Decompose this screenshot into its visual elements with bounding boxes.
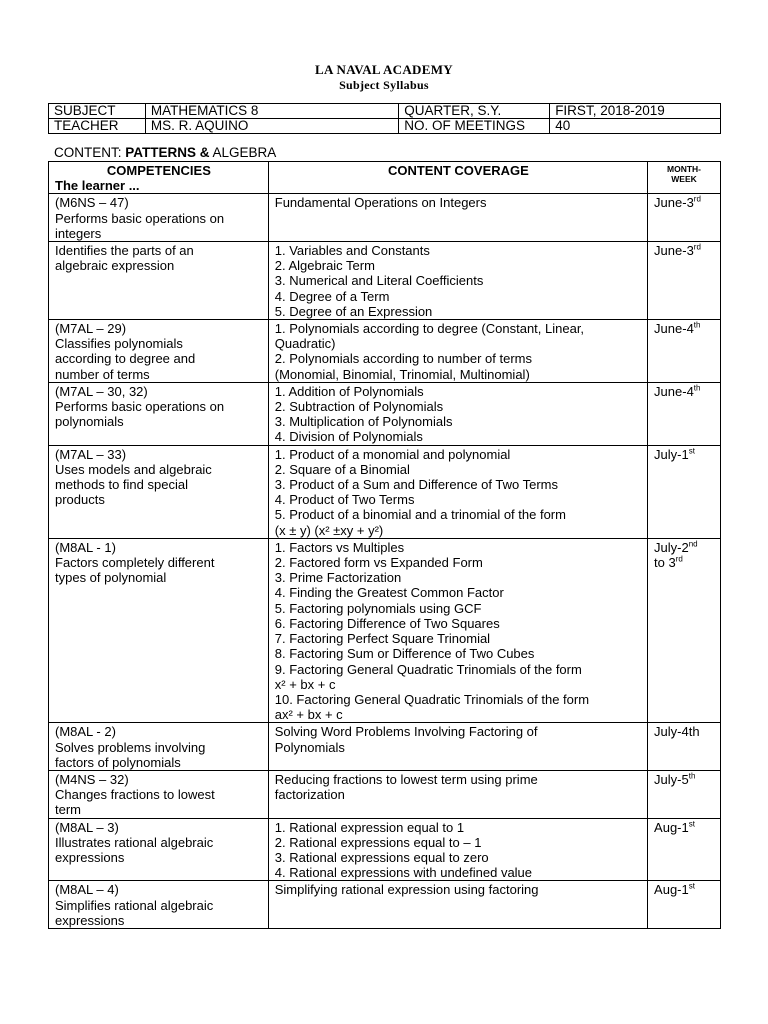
coverage-line: (Monomial, Binomial, Trinomial, Multinomial) [274,366,530,382]
month-week-value-cont [654,555,715,570]
coverage-line: 4. Rational expressions with undefined value [274,865,533,881]
month-week-text: Aug-1 [654,882,689,898]
subject-value: MATHEMATICS 8 [145,104,398,119]
month-week-cell [648,194,721,242]
coverage-line: 4. Product of Two Terms [274,492,415,508]
info-row-teacher [49,119,721,134]
coverage-line: 6. Factoring Difference of Two Squares [274,615,500,631]
competency-line: expressions [55,912,125,928]
table-row [49,818,721,881]
learner-label: The learner ... [55,178,140,194]
coverage-line: 5. Degree of an Expression [274,303,433,319]
competency-line: term [55,802,81,818]
coverage-line: ax² + bx + c [274,707,343,723]
competency-line: according to degree and [55,351,196,367]
month-week-text: June-3 [654,195,694,211]
competency-line: expressions [55,849,125,865]
competency-line: (M8AL – 3) [55,819,119,835]
month-week-value [654,447,715,462]
table-row [49,538,721,722]
competency-line: methods to find special [55,477,188,493]
ordinal-suffix: th [693,383,701,393]
meetings-label: NO. OF MEETINGS [399,119,550,134]
coverage-line: 2. Factored form vs Expanded Form [274,555,483,571]
competency-cell [49,770,269,818]
coverage-cell [268,445,647,538]
coverage-header: CONTENT COVERAGE [268,162,647,194]
competency-line: Identifies the parts of an [55,243,194,259]
table-row [49,382,721,445]
coverage-cell [268,723,647,771]
month-week-cell [648,242,721,320]
competency-line: Illustrates rational algebraic [55,834,214,850]
competency-line: integers [55,225,102,241]
month-week-value [654,384,715,399]
content-label: CONTENT: [54,145,122,160]
competency-line: number of terms [55,366,150,382]
competency-line: polynomials [55,414,124,430]
month-week-cell [648,320,721,383]
competency-cell [49,723,269,771]
competency-cell [49,194,269,242]
month-week-cell [648,770,721,818]
competency-cell [49,818,269,881]
competency-cell [49,881,269,929]
ordinal-suffix: st [688,882,695,892]
month-week-header: MONTH- WEEK [648,162,721,194]
competency-line: (M7AL – 33) [55,446,127,462]
coverage-line: Reducing fractions to lowest term using prime [274,771,538,787]
coverage-line: 1. Product of a monomial and polynomial [274,446,511,462]
competency-line: (M6NS – 47) [55,195,129,211]
coverage-line: factorization [274,787,345,803]
table-row [49,770,721,818]
competency-line: types of polynomial [55,570,167,586]
month-week-text: July-4th [654,724,700,740]
table-row [49,194,721,242]
competency-line: factors of polynomials [55,754,181,770]
competency-cell [49,242,269,320]
ordinal-suffix: st [688,819,695,829]
table-row [49,445,721,538]
content-heading [54,145,276,160]
month-week-cell [648,445,721,538]
coverage-line: 5. Product of a binomial and a trinomial of the form [274,507,566,523]
quarter-value: FIRST, 2018-2019 [550,104,721,119]
coverage-cell [268,320,647,383]
month-week-text: Aug-1 [654,819,689,835]
coverage-cell [268,194,647,242]
teacher-label: TEACHER [49,119,146,134]
document-subtitle: Subject Syllabus [339,78,429,92]
competency-line: (M7AL – 29) [55,321,127,337]
competency-cell [49,445,269,538]
coverage-line: 3. Rational expressions equal to zero [274,849,489,865]
competency-line: Changes fractions to lowest [55,787,215,803]
table-row [49,320,721,383]
ordinal-suffix: st [688,446,695,456]
coverage-line: 10. Factoring General Quadratic Trinomials of the form [274,691,590,707]
coverage-line: 1. Factors vs Multiples [274,539,405,555]
month-week-cell [648,818,721,881]
competency-line: Simplifies rational algebraic [55,897,214,913]
coverage-cell [268,818,647,881]
coverage-line: 4. Degree of a Term [274,288,390,304]
ordinal-suffix: rd [675,554,683,564]
coverage-line: 2. Polynomials according to number of terms [274,351,532,367]
coverage-line: Simplifying rational expression using factoring [274,882,539,898]
month-week-value [654,195,715,210]
subject-info-table [48,103,721,134]
month-week-text: June-3 [654,243,694,259]
subject-label: SUBJECT [49,104,146,119]
coverage-line: 3. Numerical and Literal Coefficients [274,273,484,289]
ordinal-suffix: th [688,771,696,781]
school-name: LA NAVAL ACADEMY [315,62,453,77]
month-week-text: July-5 [654,771,689,787]
ordinal-suffix: nd [688,539,698,549]
coverage-line: 3. Multiplication of Polynomials [274,414,453,430]
month-week-cell [648,723,721,771]
month-week-text: June-4 [654,321,694,337]
month-week-text: July-2 [654,539,689,555]
coverage-line: (x ± y) (x² ±xy + y²) [274,522,384,538]
coverage-line: 2. Rational expressions equal to – 1 [274,834,482,850]
coverage-line: 2. Algebraic Term [274,258,375,274]
month-week-value [654,882,715,897]
table-row [49,881,721,929]
competency-line: (M8AL - 1) [55,539,116,555]
coverage-line: 2. Square of a Binomial [274,461,410,477]
competency-line: (M4NS – 32) [55,771,129,787]
coverage-line: 5. Factoring polynomials using GCF [274,600,482,616]
competency-line: Classifies polynomials [55,336,183,352]
competency-line: (M8AL – 4) [55,882,119,898]
document-header [0,62,768,92]
competency-cell [49,538,269,722]
coverage-line: Fundamental Operations on Integers [274,195,487,211]
coverage-line: 4. Finding the Greatest Common Factor [274,585,504,601]
coverage-cell [268,770,647,818]
coverage-cell [268,382,647,445]
coverage-line: 1. Rational expression equal to 1 [274,819,465,835]
syllabus-header-row [49,162,721,194]
coverage-cell [268,538,647,722]
ordinal-suffix: rd [693,195,701,205]
competency-line: products [55,492,105,508]
competency-line: (M7AL – 30, 32) [55,383,148,399]
quarter-label: QUARTER, S.Y. [399,104,550,119]
ordinal-suffix: rd [693,242,701,252]
competencies-header: COMPETENCIES The learner ... [49,162,269,194]
month-week-value [654,724,715,739]
competency-line: algebraic expression [55,258,175,274]
table-row [49,242,721,320]
month-week-value [654,772,715,787]
competency-line: Factors completely different [55,555,215,571]
month-week-cell [648,382,721,445]
competency-line: Solves problems involving [55,739,206,755]
info-row-subject [49,104,721,119]
coverage-line: 4. Division of Polynomials [274,429,423,445]
coverage-line: Quadratic) [274,336,336,352]
month-week-value [654,243,715,258]
content-value-bold: PATTERNS & [125,145,210,160]
month-week-value [654,321,715,336]
syllabus-table [48,161,721,929]
competency-line: Uses models and algebraic [55,461,212,477]
month-week-text: July-1 [654,446,689,462]
content-value-rest: ALGEBRA [212,145,277,160]
month-week-value [654,820,715,835]
coverage-line: 8. Factoring Sum or Difference of Two Cubes [274,646,535,662]
ordinal-suffix: th [693,320,701,330]
coverage-line: 3. Product of a Sum and Difference of Two Terms [274,477,559,493]
coverage-line: 1. Polynomials according to degree (Constant, Linear, [274,321,585,337]
coverage-line: 9. Factoring General Quadratic Trinomials of the form [274,661,582,677]
month-week-cell [648,538,721,722]
month-week-text: June-4 [654,383,694,399]
month-week-text: to 3 [654,555,676,571]
coverage-cell [268,881,647,929]
competency-line: (M8AL - 2) [55,724,116,740]
coverage-line: 1. Variables and Constants [274,243,430,259]
coverage-line: 2. Subtraction of Polynomials [274,399,444,415]
table-row [49,723,721,771]
teacher-value: MS. R. AQUINO [145,119,398,134]
coverage-line: 7. Factoring Perfect Square Trinomial [274,631,491,647]
coverage-line: 3. Prime Factorization [274,570,402,586]
competency-cell [49,320,269,383]
coverage-cell [268,242,647,320]
meetings-value: 40 [550,119,721,134]
month-week-value [654,540,715,555]
competency-line: Performs basic operations on [55,399,225,415]
month-week-cell [648,881,721,929]
competency-line: Performs basic operations on [55,210,225,226]
coverage-line: Solving Word Problems Involving Factoring of [274,724,538,740]
coverage-line: Polynomials [274,739,345,755]
coverage-line: x² + bx + c [274,676,336,692]
competency-cell [49,382,269,445]
coverage-line: 1. Addition of Polynomials [274,383,424,399]
